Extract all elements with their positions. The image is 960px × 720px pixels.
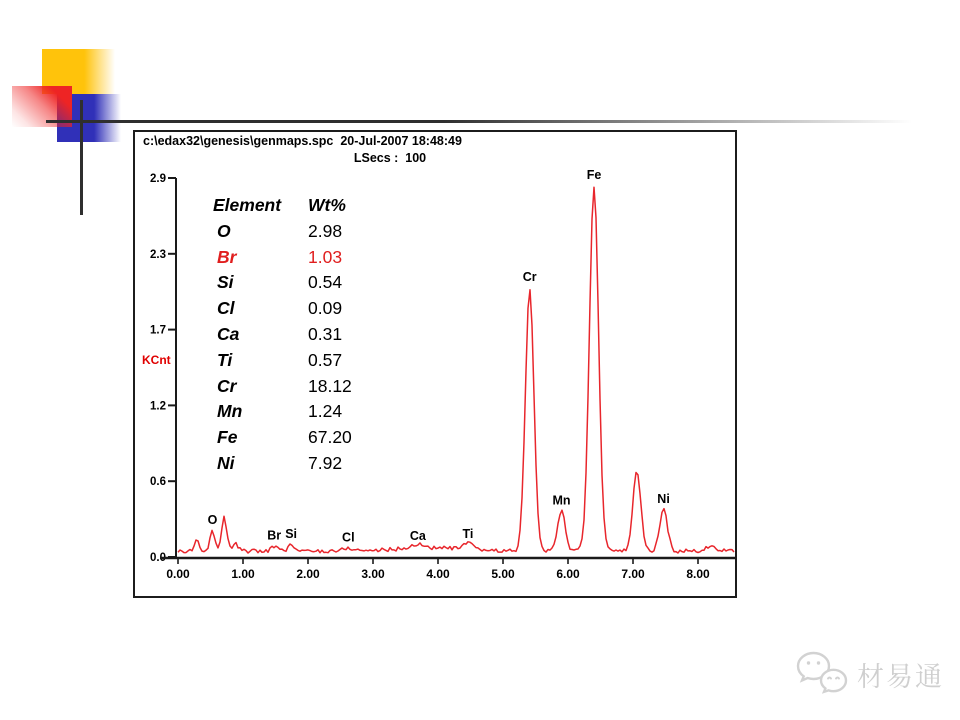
element-symbol-ti: Ti [217, 349, 233, 370]
element-symbol-ni: Ni [217, 452, 235, 473]
element-wt-br: 1.03 [308, 246, 343, 267]
element-wt-si: 0.54 [308, 272, 343, 293]
element-wt-ti: 0.57 [308, 349, 343, 370]
watermark [793, 646, 953, 702]
element-wt-mn: 1.24 [308, 401, 343, 422]
peak-label-ca: Ca [409, 529, 426, 544]
element-wt-ni: 7.92 [308, 452, 343, 473]
spectrum-lsecs-label: LSecs : 100 [353, 151, 427, 165]
element-symbol-cr: Cr [217, 375, 237, 396]
y-tick-label: 2.9 [150, 173, 166, 185]
element-symbol-ca: Ca [217, 323, 240, 344]
x-tick-label: 1.00 [231, 567, 255, 581]
element-symbol-br: Br [217, 246, 237, 267]
x-tick-label: 6.00 [556, 567, 580, 581]
x-tick-label: 7.00 [621, 567, 645, 581]
peak-label-cl: Cl [342, 530, 355, 545]
x-tick-label: 3.00 [361, 567, 385, 581]
element-table-header-element: Element [213, 195, 282, 215]
element-wt-fe: 67.20 [308, 427, 352, 448]
peak-label-cr: Cr [522, 269, 537, 284]
decor-vertical-line [80, 100, 83, 215]
peak-label-br: Br [267, 528, 282, 543]
spectrum-file-path: c:\edax32\genesis\genmaps.spc 20-Jul-2007 18:48:49 [143, 134, 462, 148]
x-tick-label: 8.00 [686, 567, 710, 581]
x-tick-label: 5.00 [491, 567, 515, 581]
element-symbol-si: Si [217, 272, 234, 293]
element-wt-cl: 0.09 [308, 298, 343, 319]
element-wt-ca: 0.31 [308, 323, 343, 344]
peak-label-si: Si [285, 527, 298, 542]
element-table-header-wt: Wt% [308, 195, 346, 215]
y-tick-label: 2.3 [150, 248, 166, 261]
x-tick-label: 4.00 [426, 567, 450, 581]
element-wt-cr: 18.12 [308, 375, 352, 396]
element-wt-o: 2.98 [308, 220, 343, 241]
eds-spectrum-panel [133, 130, 737, 598]
watermark-brand-text: 材易通 [857, 661, 944, 692]
peak-label-ni: Ni [657, 491, 670, 506]
y-tick-label: 0.6 [150, 476, 166, 489]
peak-label-o: O [207, 512, 218, 527]
element-symbol-mn: Mn [217, 401, 243, 422]
peak-label-fe: Fe [586, 167, 602, 182]
peak-label-ti: Ti [462, 527, 474, 542]
x-tick-label: 2.00 [296, 567, 320, 581]
y-axis-title-kcnt: KCnt [142, 353, 171, 367]
decor-horizontal-line [46, 120, 930, 123]
peak-label-mn: Mn [552, 493, 571, 508]
y-tick-label: 0.0 [150, 552, 166, 564]
element-symbol-fe: Fe [217, 427, 238, 448]
x-tick-label: 0.00 [166, 567, 190, 581]
y-tick-label: 1.2 [150, 400, 166, 413]
y-tick-label: 1.7 [150, 324, 166, 337]
chat-bubbles-logo-icon [793, 649, 851, 699]
element-symbol-o: O [217, 220, 231, 241]
element-table [213, 194, 352, 478]
element-symbol-cl: Cl [217, 298, 235, 319]
